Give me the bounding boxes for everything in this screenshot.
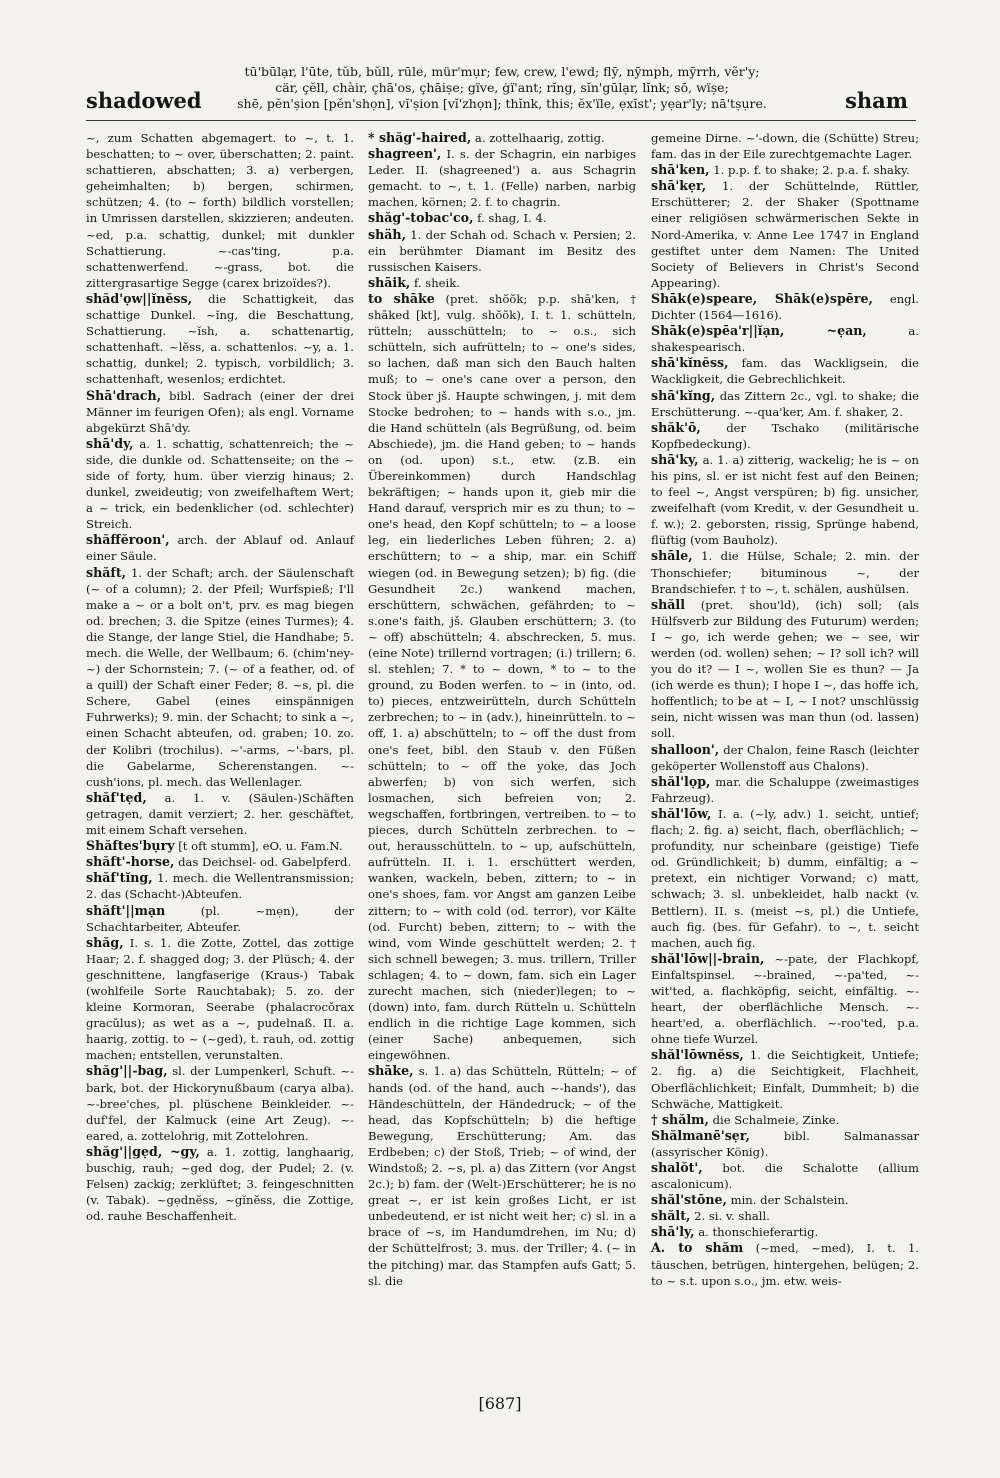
dictionary-entry	[651, 774, 919, 806]
dictionary-entry	[651, 1240, 919, 1288]
entry-definition: (pl. ~mẹn), der Schachtarbeiter, Abteufer.	[86, 903, 355, 934]
entry-headword: shagreen',	[368, 146, 442, 162]
entry-definition: a. shakespearisch.	[651, 324, 919, 355]
dictionary-entry	[651, 548, 919, 596]
dictionary-entry	[86, 565, 354, 790]
entry-definition: 1. p.p. f. to shake; 2. p.a. f. shaky.	[713, 163, 910, 178]
entry-headword: Shā'drach,	[86, 387, 162, 403]
entry-headword: shăg'-tobac'co,	[368, 210, 474, 226]
dictionary-entry	[651, 597, 919, 742]
entry-definition: gemeine Dirne. ~'-down, die (Schütte) Streu; fam. das in der Eile zurechtgemachte Lager.	[651, 131, 919, 162]
entry-definition: [t oft stumm], eO. u. Fam.N.	[178, 839, 343, 854]
entry-definition: (pret. shŏŏk; p.p. shā'ken, † shāked [kt], vulg. shŏŏk), I. t. 1. schütteln, rütteln; ausschütteln; to ~ o.s., sich schütteln, sich aufrütteln; to ~ one's sides, so lachen, daß man sich den Bauch halten muß; to ~ one's cane over a person, den Stock über jš. Haupte schwingen, j. mit dem Stocke bedrohen; to ~ hands with s.o., jm. die Hand schütteln (als Begrüßung, od. beim Abschiede), jm. die Hand geben; to ~ hands on (od. upon) s.t., etw. (z.B. ein Übereinkommen) durch Handschlag bekräftigen; ~ hands upon it, gieb mir die Hand darauf, versprich mir es zu thun; to ~ one's head, den Kopf schütteln; to ~ a loose leg, ein liederliches Leben führen; 2. a) erschüttern; to ~ a ship, mar. ein Schiff wiegen (od. in Bewegung setzen); b) fig. (die Gesundheit 2c.) wankend machen, erschüttern, schwächen, gefährden; to ~ s.one's faith, jš. Glauben erschüttern; 3. (to ~ off) abschütteln; 4. abschrecken, 5. mus. (eine Note) trillernd vortragen; (i.) trillern; 6. sl. stehlen; 7. * to ~ down, * to ~ to the ground, zu Boden werfen. to ~ in (into, od. to) pieces, entzweirütteln, durch Schütteln zerbrechen; to ~ in (adv.), hineinrütteln. to ~ off, 1. a) abschütteln; to ~ off the dust from one's feet, bibl. den Staub v. den Füßen schütteln; to ~ off the yoke, das Joch abwerfen; b) von sich werfen, sich losmachen, sich befreien von; 2. wegschaffen, fortbringen, vertreiben. to ~ to pieces, durch Schütteln zerbrechen. to ~ out, herausschütteln. to ~ up, aufschütteln, aufrütteln. II. i. 1. erschüttert werden, wanken, wackeln, beben, zittern; to ~ in one's shoes, fam. vor Angst am ganzen Leibe zittern; to ~ with cold (od. terror), vor Kälte (od. Furcht) beben, zittern; to ~ with the wind, vom Winde geschüttelt werden; 2. † sich schnell bewegen; 3. mus. trillern, Triller schlagen; 4. to ~ down, fam. sich ein Lager zurecht machen, sich (nieder)legen; to ~ (down) into, fam. durch Rütteln u. Schütteln endlich in die richtige Lage kommen, sich (einer Sache) anbequemen, sich eingewöhnen.	[368, 291, 637, 1063]
entry-headword: shăll	[651, 596, 685, 612]
pronunciation-key-line: cär, çĕll, chàir, çhā'os, çhāiṣe; gïve, ġï'ant; rĭng, sĭn'gūlạr, lĭnk; sō, wïṣe;	[275, 80, 729, 95]
dictionary-entry	[651, 1047, 919, 1111]
dictionary-entry	[651, 162, 919, 178]
entry-definition: die Schattigkeit, das schattige Dunkel. ~ĭng, die Beschattung, Schattierung. ~ĭsh, a. schattenartig, schattenhaft. ~lĕss, a. schattenlos. ~y, a. 1. schattig, dunkel; 2. typisch, vorbildlich; 3. schattenhaft, wesenlos; erdichtet.	[86, 291, 354, 387]
entry-definition: I. s. der Schagrin, ein narbiges Leder. II. (shagreened') a. aus Schagrin gemacht. to ~, t. 1. (Felle) narben, narbig machen, körnen; 2. f. to chagrin.	[368, 147, 637, 210]
entry-headword: † shălm,	[651, 1111, 709, 1127]
entry-headword: Shăftes'bụry	[86, 838, 175, 854]
entry-definition: fam. das Wackligsein, die Wackligkeit, die Gebrechlichkeit.	[651, 356, 920, 387]
entry-headword: Shāk(e)speare, Shāk(e)spēre,	[651, 290, 873, 306]
dictionary-entry	[651, 742, 919, 774]
entry-headword: shălt,	[651, 1208, 691, 1224]
dictionary-entry	[368, 275, 636, 291]
entry-headword: shā'kĭnĕss,	[651, 355, 729, 371]
header-rule	[86, 120, 916, 121]
dictionary-entry	[651, 420, 919, 452]
left-guide-word: shadowed	[86, 88, 202, 113]
entry-headword: shăffĕroon',	[86, 532, 170, 548]
dictionary-entry	[651, 178, 919, 291]
entry-headword: shalloon',	[651, 741, 720, 757]
dictionary-entry	[651, 291, 919, 323]
entry-definition: 2. si. v. shall.	[694, 1209, 770, 1224]
entry-definition: sl. der Lumpenkerl, Schuft. ~-bark, bot. der Hickorynußbaum (carya alba). ~-bree'ches, pl. plüschene Beinkleider. ~-duf'fel, der Kalmuck (eine Art Zeug). ~-eared, a. zottelohrig, mit Zottelohren.	[86, 1064, 355, 1143]
entry-definition: min. der Schalstein.	[730, 1193, 849, 1208]
entry-definition: (pret. shou'ld), (ich) soll; (als Hülfsverb zur Bildung des Futurum) werden; I ~ go, ich werde gehen; we ~ see, wir werden (od. wollen) sehen; ~ I? soll ich? will you do it? — I ~, wollen Sie es thun? — Ja (ich werde es thun); I hope I ~, das hoffe ich, hoffentlich; to be at ~ I, ~ I not? unschlüssig sein, nicht wissen was man thun (od. lassen) soll.	[651, 597, 919, 741]
entry-definition: das Zittern 2c., vgl. to shake; die Erschütterung. ~-qua'ker, Am. f. shaker, 2.	[651, 388, 920, 419]
entry-definition: ~, zum Schatten abgemagert. to ~, t. 1. beschatten; to ~ over, überschatten; 2. paint. schattieren, abschatten; 3. a) verbergen, geheimhalten; b) bergen, schirmen, schützen; 4. (to ~ forth) bildlich vorstellen; in Umrissen darstellen, skizzieren; andeuten. ~ed, p.a. schattig, dunkel; mit dunkler Schattierung. ~-cas'ting, p.a. schattenwerfend. ~-grass, bot. die zittergrasartige Segge (carex brizoïdes?).	[86, 131, 354, 290]
dictionary-entry	[651, 1208, 919, 1224]
entry-headword: shāke,	[368, 1063, 414, 1079]
entry-definition: s. 1. a) das Schütteln, Rütteln; ~ of hands (od. of the hand, auch ~-hands'), das Händeschütteln, der Händedruck; ~ of the head, das Kopfschütteln; b) die heftige Bewegung, Erschütterung; Am. das Erdbeben; c) der Stoß, Trieb; ~ of wind, der Windstoß; 2. ~s, pl. a) das Zittern (vor Angst 2c.); b) fam. der (Welt-)Erschütterer; he is no great ~, er ist kein großes Licht, er ist unbedeutend, er ist nicht weit her; c) sl. in a brace of ~s, im Handumdrehen, im Nu; d) der Schüttelfrost; 3. mus. der Triller; 4. (~ in the pitching) mar. das Stampfen aufs Gatt; 5. sl. die	[368, 1064, 636, 1288]
column-1	[86, 130, 354, 1224]
dictionary-entry	[651, 388, 919, 420]
dictionary-entry	[86, 838, 354, 854]
dictionary-entry	[86, 790, 354, 838]
entry-definition: 1. der Schah od. Schach v. Persien; 2. ein berühmter Diamant im Besitz des russischen Kaisers.	[368, 227, 637, 274]
entry-definition: die Schalmeie, Zinke.	[712, 1112, 840, 1127]
pronunciation-key-line: shē, pĕn'ṣion [pĕn'shọn], vĭ'ṣion [vĭ'zhọn]; thĭnk, this; ĕx'ïle, ẹxĭst'; yẹar'ly; nā'tṣụre.	[237, 96, 767, 111]
dictionary-entry	[651, 1192, 919, 1208]
entry-headword: shăf'tĭng,	[86, 870, 153, 886]
entry-definition: arch. der Ablauf od. Anlauf einer Säule.	[86, 533, 354, 564]
entry-definition: a. 1. zottig, langhaarig, buschig, rauh; ~ged dog, der Pudel; 2. (v. Felsen) zackig; zerklüftet; 3. feingeschnitten (v. Tabak). ~gẹdnĕss, ~gĭnĕss, die Zottige, od. rauhe Beschaffenheit.	[86, 1144, 355, 1224]
entry-headword: shăf'tẹd,	[86, 789, 147, 805]
dictionary-entry	[368, 210, 636, 226]
dictionary-entry	[86, 130, 354, 291]
entry-headword: shăl'lōw||-brain,	[651, 950, 765, 966]
dictionary-entry	[86, 935, 354, 1064]
entry-headword: shăl'lōw,	[651, 805, 712, 821]
entry-definition: 1. der Schüttelnde, Rüttler, Erschütterer; 2. der Shaker (Spottname einer religiösen schwärmerischen Sekte in Nord-Amerika, v. Anne Lee 1747 in England gestiftet unter dem Namen: The United Society of Believers in Christ's Second Appearing).	[651, 179, 920, 290]
pronunciation-key-line: tū'būlạr, l'ūte, tŭb, bŭll, rūle, mür'mụr; few, crew, l'ewd; flȳ, nȳmph, mȳrrh, vẽr'y;	[244, 64, 760, 79]
entry-definition: der Chalon, feine Rasch (leichter geköperter Wollenstoff aus Chalons).	[651, 742, 920, 773]
entry-headword: Shāk(e)spēa'r||ĭạn, ~ẹan,	[651, 323, 867, 339]
dictionary-entry	[651, 452, 919, 549]
entry-definition: 1. mech. die Wellentransmission; 2. das (Schacht-)Abteufen.	[86, 871, 354, 902]
entry-headword: shăft'||mạn	[86, 902, 166, 918]
entry-definition: 1. die Hülse, Schale; 2. min. der Thonschiefer; bituminous ~, der Brandschiefer. † to ~, t. schälen, aushülsen.	[651, 549, 920, 596]
entry-definition: a. thonschieferartig.	[698, 1225, 819, 1240]
entry-headword: shā'ly,	[651, 1224, 695, 1240]
entry-headword: shäh,	[368, 226, 406, 242]
column-3	[651, 130, 919, 1289]
entry-definition: f. sheik.	[414, 275, 460, 290]
entry-definition: ~-pate, der Flachkopf, Einfaltspinsel. ~-brained, ~-pa'ted, ~-wit'ted, a. flachköpfig, seicht, einfältig. ~-heart, der oberflächliche Mensch. ~-heart'ed, a. oberflächlich. ~-roo'ted, p.a. ohne tiefe Wurzel.	[651, 951, 919, 1047]
entry-definition: a. 1. schattig, schattenreich; the ~ side, die dunkle od. Schattenseite; on the ~ side of forty, hum. über vierzig hinaus; 2. dunkel, zweideutig; von zweifelhaftem Wert; a ~ trick, ein bedenklicher (od. schlechter) Streich.	[86, 436, 355, 532]
entry-definition: mar. die Schaluppe (zweimastiges Fahrzeug).	[651, 774, 920, 805]
dictionary-entry	[368, 130, 636, 146]
entry-headword: shăl'stōne,	[651, 1192, 727, 1208]
dictionary-entry	[86, 291, 354, 388]
column-2	[368, 130, 636, 1289]
entry-definition: das Deichsel- od. Gabelpferd.	[178, 855, 352, 870]
entry-definition: (~med, ~med), I. t. 1. täuschen, betrügen, hintergehen, belügen; 2. to ~ s.t. upon s.o., jm. etw. weis-	[651, 1241, 920, 1288]
dictionary-entry	[651, 951, 919, 1048]
entry-headword: shā'dy,	[86, 435, 134, 451]
entry-headword: shăg,	[86, 934, 124, 950]
entry-headword: shā'kẹr,	[651, 178, 707, 194]
dictionary-entry	[368, 291, 636, 1064]
entry-definition: a. 1. v. (Säulen-)Schäften getragen, damit verziert; 2. her. geschäftet, mit einem Schaft versehen.	[86, 790, 354, 838]
entry-definition: I. s. 1. die Zotte, Zottel, das zottige Haar; 2. f. shagged dog; 3. der Plüsch; 4. der geschnittene, langfaserige (Kraus-) Tabak (wohlfeile Sorte Rauchtabak); 5. zo. der kleine Kormoran, Seerabe (phalacrocŏrax gracŭlus); as wet as a ~, pudelnaß. II. a. haarig, zottig. to ~ (~ged), t. rauh, od. zottig machen; entstellen, verunstalten.	[86, 935, 354, 1063]
entry-definition: 1. der Schaft; arch. der Säulenschaft (~ of a column); 2. der Pfeil; Wurfspieß; I'll make a ~ or a bolt on't, prv. es mag biegen od. brechen; 3. die Spitze (eines Turmes); 4. die Stange, der lange Stiel, die Handhabe; 5. mech. die Welle, der Wellbaum; 6. (chim'ney-~) der Schornstein; 7. (~ of a feather, od. of a quill) der Schaft einer Feder; 8. ~s, pl. die Schere, Gabel (eines einspännigen Fuhrwerks); 9. min. der Schacht; to sink a ~, einen Schacht abteufen, od. graben; 10. zo. der Kolibri (trochilus). ~'-arms, ~'-bars, pl. die Gabelarme, Scherenstangen. ~-cush'ions, pl. mech. das Wellenlager.	[86, 565, 355, 789]
entry-definition: 1. die Seichtigkeit, Untiefe; 2. fig. a) die Seichtigkeit, Flachheit, Oberflächlichkeit; Einfalt, Dummheit; b) die Schwäche, Mattigkeit.	[651, 1048, 919, 1111]
dictionary-entry	[651, 130, 919, 162]
dictionary-entry	[651, 355, 919, 387]
right-guide-word: sham	[845, 88, 908, 113]
entry-definition: bot. die Schalotte (allium ascalonicum).	[651, 1161, 920, 1192]
entry-headword: * shăg'-haired,	[368, 130, 472, 145]
entry-definition: f. shag, I. 4.	[477, 211, 547, 226]
dictionary-entry	[368, 1063, 636, 1288]
dictionary-entry	[86, 1063, 354, 1143]
entry-definition: bibl. Salmanassar (assyrischer König).	[651, 1128, 919, 1159]
entry-definition: a. zottelhaarig, zottig.	[474, 131, 605, 145]
entry-headword: shāle,	[651, 548, 693, 564]
dictionary-entry	[651, 806, 919, 951]
entry-definition: der Tschako (militärische Kopfbedeckung).	[651, 420, 919, 451]
entry-definition: bibl. Sadrach (einer der drei Männer im feurigen Ofen); als engl. Vorname abgekürzt Shā'dy.	[86, 388, 354, 435]
pronunciation-key	[222, 64, 782, 112]
entry-headword: shăk'ō,	[651, 419, 701, 435]
entry-headword: shāik,	[368, 274, 411, 290]
entry-headword: shalŏt',	[651, 1160, 703, 1175]
entry-headword: shăg'||gẹd, ~gy,	[86, 1143, 200, 1159]
entry-headword: shăg'||-bag,	[86, 1063, 168, 1079]
dictionary-entry	[86, 388, 354, 436]
entry-definition: a. 1. a) zitterig, wackelig; he is ~ on his pins, sl. er ist nicht fest auf den Beinen; to feel ~, Angst verspüren; b) fig. unsicher, zweifelhaft (vom Kredit, v. der Gesundheit u. f. w.); 2. geborsten, rissig, Sprünge habend, flüftig (vom Bauholz).	[651, 452, 919, 548]
entry-headword: A. to shăm	[651, 1240, 744, 1256]
entry-headword: to shāke	[368, 290, 435, 306]
dictionary-entry	[86, 1144, 354, 1224]
dictionary-entry	[651, 1128, 919, 1160]
entry-headword: shā'ken,	[651, 162, 710, 178]
dictionary-entry	[368, 146, 636, 210]
entry-headword: Shălmanē'sẹr,	[651, 1127, 750, 1143]
entry-headword: shăl'lōwnĕss,	[651, 1047, 744, 1063]
entry-definition: I. a. (~ly, adv.) 1. seicht, untief; flach; 2. fig. a) seicht, flach, oberflächlich; ~ profundity, nur scheinbare (geistige) Tiefe od. Gründlichkeit; b) dumm, einfältig; a ~ pretext, ein nichtiger Vorwand; c) matt, schwach; 3. sl. unbekleidet, halb nackt (v. Bettlern). II. s. (meist ~s, pl.) die Untiefe, auch fig. (bes. für Gefahr). to ~, t. seicht machen, auch fig.	[651, 806, 920, 950]
entry-definition: engl. Dichter (1564—1616).	[651, 291, 919, 323]
dictionary-entry	[86, 436, 354, 533]
entry-headword: shăft'-horse,	[86, 854, 175, 870]
entry-headword: shā'ky,	[651, 451, 699, 467]
dictionary-entry	[651, 1224, 919, 1240]
dictionary-entry	[651, 1112, 919, 1128]
entry-headword: shăl'lọp,	[651, 773, 711, 789]
entry-headword: shăd'ọw||ĭnĕss,	[86, 290, 192, 306]
entry-headword: shā'kĭng,	[651, 387, 716, 403]
entry-headword: shăft,	[86, 564, 127, 580]
page-number: [687]	[478, 1394, 522, 1413]
dictionary-entry	[86, 870, 354, 902]
dictionary-entry	[86, 903, 354, 935]
dictionary-entry	[86, 532, 354, 564]
dictionary-entry	[651, 1160, 919, 1192]
dictionary-entry	[651, 323, 919, 355]
dictionary-entry	[86, 854, 354, 870]
dictionary-entry	[368, 227, 636, 275]
